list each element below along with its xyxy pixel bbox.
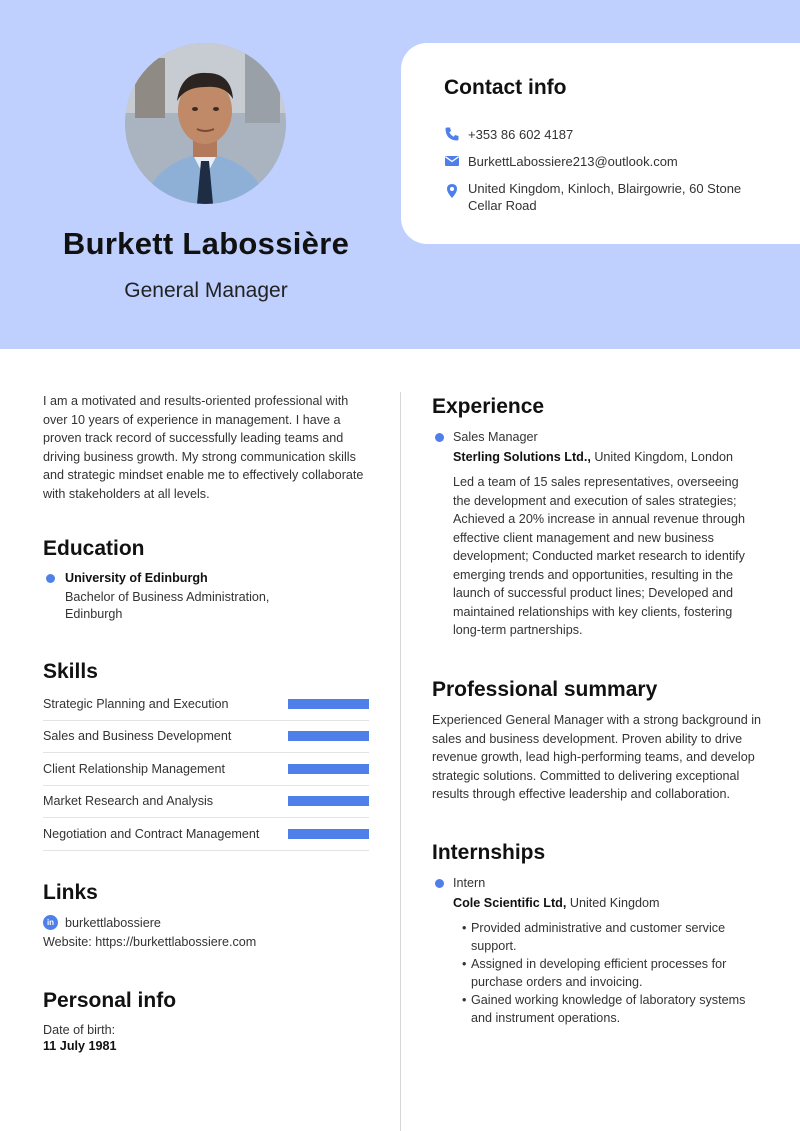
contact-title: Contact info	[444, 76, 567, 99]
experience-location: United Kingdom, London	[590, 450, 733, 464]
email-icon	[444, 153, 460, 169]
skill-level-fill	[288, 829, 369, 839]
experience-description: Led a team of 15 sales representatives, overseeing the development and execution of sales strategies; Achieved a 20% increase in annual revenue through effective client management and new business development; Conducted market research to identify emerging trends and opportunities, resulting in the launch of successful product lines; Developed and maintained relationships with key clients, fostering long-term partnerships.	[453, 475, 745, 637]
internships-section	[432, 841, 762, 1027]
personal-section	[43, 989, 369, 1053]
phone-icon	[444, 126, 460, 142]
location-pin-icon	[444, 183, 460, 199]
skill-level-bar	[288, 764, 369, 774]
skill-row	[43, 721, 369, 754]
skills-list	[43, 688, 369, 851]
experience-employer	[453, 450, 762, 464]
skill-label: Market Research and Analysis	[43, 794, 214, 809]
job-title: General Manager	[124, 279, 288, 302]
education-degree: Bachelor of Business Administration, Edinburgh	[65, 590, 270, 621]
portrait-photo-icon	[125, 43, 286, 204]
skills-title: Skills	[43, 660, 98, 683]
skill-level-bar	[288, 829, 369, 839]
education-item	[43, 571, 369, 585]
contact-address: United Kingdom, Kinloch, Blairgowrie, 60 Stone Cellar Road	[468, 181, 742, 213]
contact-email-row	[444, 153, 768, 170]
experience-role-row	[432, 430, 762, 444]
internship-bullets	[453, 919, 763, 1027]
contact-card	[401, 43, 800, 244]
header-band	[0, 0, 800, 349]
profile-photo	[125, 43, 286, 204]
experience-section	[432, 395, 762, 640]
candidate-name: Burkett Labossière	[62, 226, 350, 261]
internships-title: Internships	[432, 841, 546, 864]
experience-title: Experience	[432, 395, 545, 418]
contact-address-row	[444, 180, 768, 214]
skill-label: Client Relationship Management	[43, 761, 226, 776]
professional-summary-section	[432, 678, 762, 804]
internship-company: Cole Scientific Ltd,	[453, 896, 567, 910]
internship-employer	[453, 896, 762, 910]
skill-row	[43, 688, 369, 721]
skill-level-fill	[288, 731, 369, 741]
skill-label: Negotiation and Contract Management	[43, 826, 260, 841]
column-divider	[400, 392, 401, 1131]
education-title: Education	[43, 537, 145, 560]
internship-role: Intern	[453, 876, 486, 890]
skill-label: Sales and Business Development	[43, 729, 232, 744]
bullet-dot-icon	[46, 574, 55, 583]
website-link[interactable]: Website: https://burkettlabossiere.com	[43, 935, 257, 949]
professional-summary-text: Experienced General Manager with a strong background in sales and business development. Proven ability to drive revenue growth, lead high-performing teams, and develop strategic solutions. Committed to delivering exceptional results through effective leadership and collaboration.	[432, 713, 762, 801]
list-item: • Provided administrative and customer service support.	[453, 919, 763, 955]
skill-level-fill	[288, 796, 369, 806]
skill-level-fill	[288, 699, 369, 709]
skill-level-bar	[288, 796, 369, 806]
personal-title: Personal info	[43, 989, 177, 1012]
contact-phone-row	[444, 126, 768, 143]
dob-value: 11 July 1981	[43, 1039, 117, 1053]
linkedin-row	[43, 915, 369, 930]
bullet-dot-icon	[435, 879, 444, 888]
dob-label: Date of birth:	[43, 1023, 116, 1037]
professional-summary-title: Professional summary	[432, 678, 658, 701]
skills-section	[43, 660, 369, 851]
skill-row	[43, 786, 369, 819]
list-item: • Gained working knowledge of laboratory systems and instrument operations.	[453, 991, 763, 1027]
internship-role-row	[432, 876, 762, 890]
links-title: Links	[43, 881, 98, 904]
internship-location: United Kingdom	[566, 896, 660, 910]
skill-label: Strategic Planning and Execution	[43, 696, 229, 711]
education-section	[43, 537, 369, 623]
list-item: • Assigned in developing efficient processes for purchase orders and invoicing.	[453, 955, 763, 991]
education-school: University of Edinburgh	[65, 571, 208, 585]
experience-role: Sales Manager	[453, 430, 538, 444]
contact-phone[interactable]: +353 86 602 4187	[468, 127, 574, 142]
linkedin-icon: in	[43, 915, 58, 930]
experience-company: Sterling Solutions Ltd.,	[453, 450, 591, 464]
skill-row	[43, 753, 369, 786]
links-section	[43, 881, 369, 949]
skill-row	[43, 818, 369, 851]
skill-level-fill	[288, 764, 369, 774]
intro-summary: I am a motivated and results-oriented professional with over 10 years of experience in management. I have a proven track record of successfully leading teams and driving business growth. My strong communication skills and strategic mindset enable me to effectively collaborate with stakeholders at all levels.	[43, 394, 364, 501]
linkedin-handle[interactable]: burkettlabossiere	[65, 915, 161, 930]
bullet-dot-icon	[435, 433, 444, 442]
contact-email[interactable]: BurkettLabossiere213@outlook.com	[468, 154, 678, 169]
skill-level-bar	[288, 699, 369, 709]
skill-level-bar	[288, 731, 369, 741]
